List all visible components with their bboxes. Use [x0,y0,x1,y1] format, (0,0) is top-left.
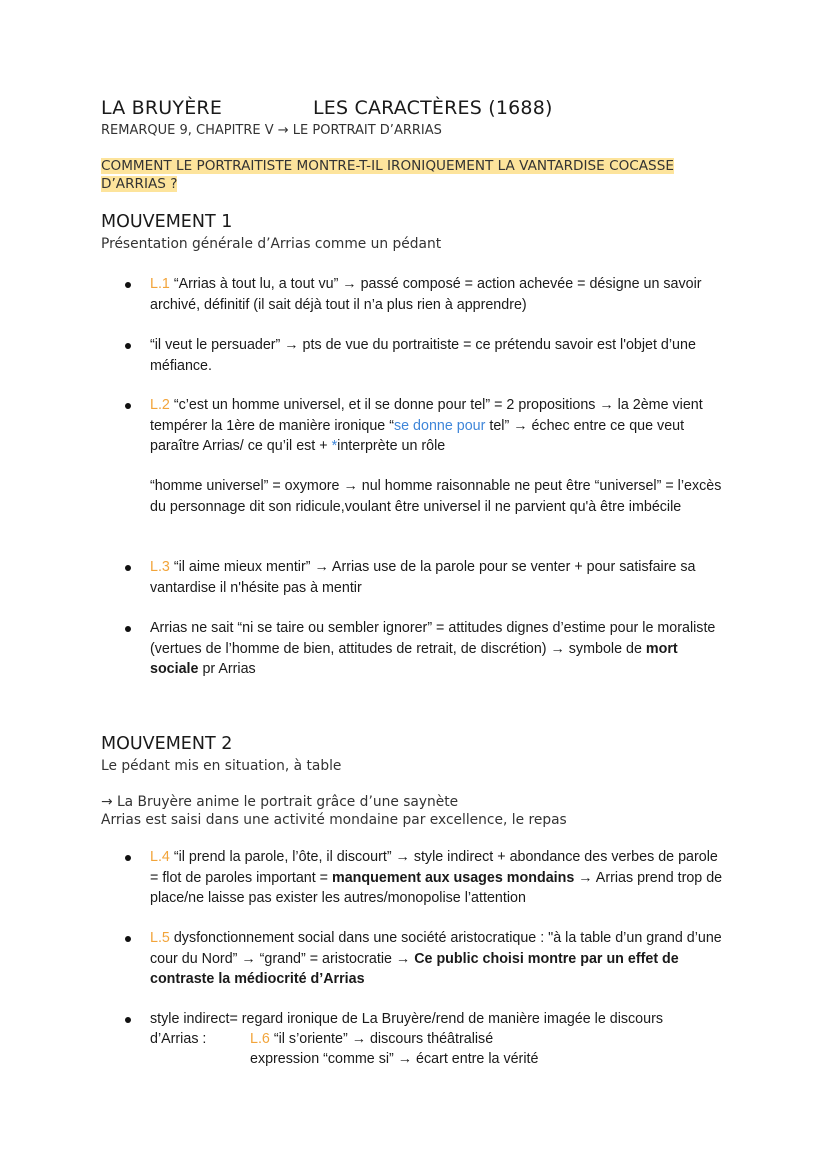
line-ref: L.6 [250,1031,270,1047]
star-marker: * [331,438,338,454]
bullet-text: → Arrias prend trop de place/ne laisse pas exister les autres/monopolise l’attention [150,869,723,906]
bullet-text: “il prend la parole, l’ôte, il discourt” → style indirect + abondance des verbes de parole = flot de paroles important = [150,849,718,886]
bullet-text: “c’est un homme universel, et il se donne pour tel” = 2 propositions → la 2ème vient tempérer la 1ère de manière ironique “ [150,397,703,434]
problematique-text: COMMENT LE PORTRAITISTE MONTRE-T-IL IRONIQUEMENT LA VANTARDISE COCASSE D’ARRIAS ? [101,158,674,192]
bullet-text: style indirect= regard ironique de La Bruyère/rend de manière imagée le discours [150,1011,663,1027]
bullet-dot [125,1017,131,1023]
bullet-dot [125,343,131,349]
m1-bullet-1 [150,274,730,315]
bullet-text: Arrias ne sait “ni se taire ou sembler ignorer” = attitudes dignes d’estime pour le moraliste (vertues de l’homme de bien, attitudes de retrait, de discrétion) → symbole de [150,620,716,657]
sub-label: d’Arrias : [150,1031,207,1047]
m1-paragraph: “homme universel” = oxymore → nul homme raisonnable ne peut être “universel” = l’excès du personnage dit son ridicule,voulant être universel il ne parvient qu'à être imbécile [150,478,722,515]
bullet-dot [125,403,131,409]
bullet-dot [125,936,131,942]
m2-bullet-1 [150,847,730,909]
m2-bullet-3-row-1 [150,1029,494,1050]
bullet-text: dysfonctionnement social dans une société aristocratique : "à la table d’un grand d’une cour du Nord” → “grand” = aristocratie → [150,930,722,967]
m2-bullet-3 [150,1009,730,1030]
work-title: LES CARACTÈRES (1688) [313,97,553,119]
mouvement2-intro-1: → La Bruyère anime le portrait grâce d’une saynète [101,794,459,810]
document-subtitle: REMARQUE 9, CHAPITRE V → LE PORTRAIT D’ARRIAS [101,123,442,138]
sub-item-1 [250,1029,493,1050]
bullet-dot [125,282,131,288]
bullet-text: pr Arrias [198,661,256,677]
bullet-dot [125,565,131,571]
bullet-text: “il veut le persuader” → pts de vue du portraitiste = ce prétendu savoir est l'objet d’une méfiance. [150,337,696,374]
m2-bullet-2 [150,928,730,990]
m1-bullet-3 [150,395,730,457]
line-ref: L.5 [150,930,170,946]
mouvement2-subtitle: Le pédant mis en situation, à table [101,758,342,774]
bullet-text: interprète un rôle [337,438,446,454]
bullet-text: “Arrias à tout lu, a tout vu” → passé composé = action achevée = désigne un savoir archivé, définitif (il sait déjà tout il n’a plus rien à apprendre) [150,276,702,313]
m1-bullet-5 [150,618,730,680]
bullet-text: tel” → échec entre ce que veut paraître Arrias/ ce qu’il est + [150,417,685,454]
bold-text: manquement aux usages mondains [332,869,575,886]
mouvement1-title: MOUVEMENT 1 [101,212,233,232]
line-ref: L.3 [150,559,170,575]
m1-bullet-2 [150,335,730,376]
bullet-dot [125,626,131,632]
document-title [101,97,553,119]
bold-text: Ce public choisi montre par un effet de contraste la médiocrité d’Arrias [150,950,679,987]
author-name: LA BRUYÈRE [101,97,223,119]
line-ref: L.2 [150,397,170,413]
quote-highlight: se donne pour [393,417,486,434]
bullet-dot [125,855,131,861]
mouvement2-intro-2: Arrias est saisi dans une activité mondaine par excellence, le repas [101,812,567,828]
bullet-text: “il aime mieux mentir” → Arrias use de la parole pour se venter + pour satisfaire sa vantardise il n'hésite pas à mentir [150,559,696,596]
m1-bullet-4 [150,557,730,598]
line-ref: L.4 [150,849,170,865]
mouvement1-subtitle: Présentation générale d’Arrias comme un pédant [101,236,442,252]
bold-text: mort sociale [150,640,678,677]
problematique [101,157,741,193]
mouvement2-title: MOUVEMENT 2 [101,734,233,754]
sub-text: “il s’oriente” → discours théâtralisé [269,1031,494,1047]
sub-item-2: expression “comme si” → écart entre la vérité [250,1051,539,1067]
line-ref: L.1 [150,276,170,292]
